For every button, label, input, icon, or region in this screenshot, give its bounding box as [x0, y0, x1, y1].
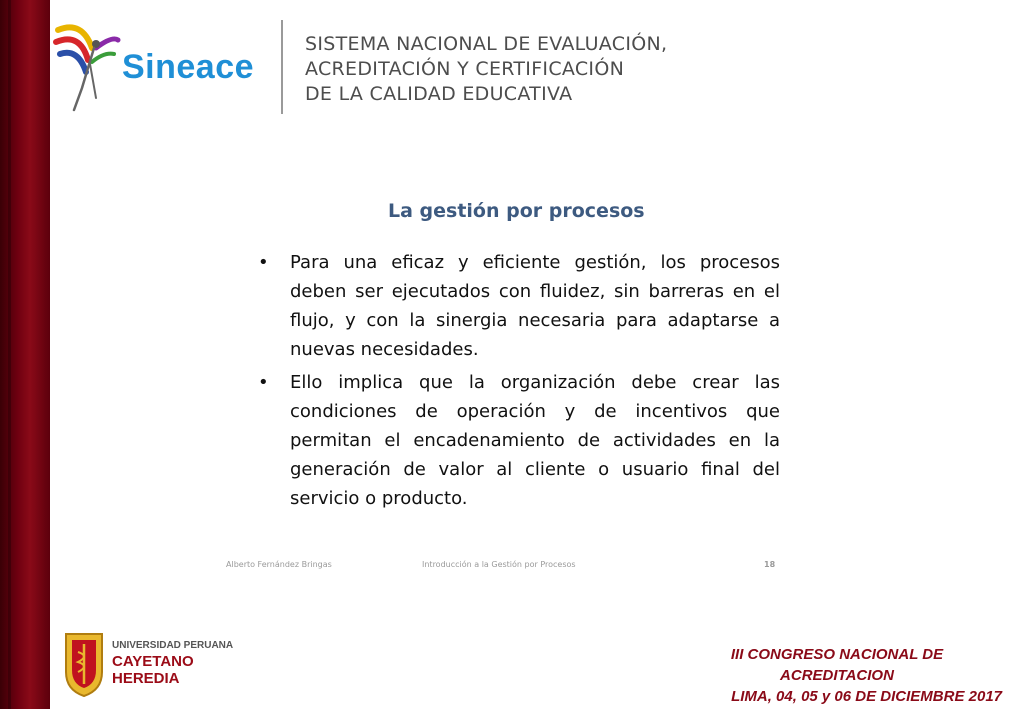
university-name-line2: CAYETANO HEREDIA	[112, 653, 194, 687]
congress-line1: III CONGRESO NACIONAL DE	[730, 646, 944, 663]
congress-info	[672, 644, 1002, 707]
header-divider	[281, 20, 283, 114]
organization-title-line: ACREDITACIÓN Y CERTIFICACIÓN	[305, 58, 625, 80]
slide-title: La gestión por procesos	[388, 200, 645, 222]
bullet-text: Para una eficaz y eficiente gestión, los procesos deben ser ejecutados con fluidez, sin barreras en el flujo, y con la sinergia necesaria para adaptarse a nuevas necesidades.	[290, 252, 780, 360]
footer-author: Alberto Fernández Bringas	[226, 560, 332, 569]
bullet-dot-icon: •	[258, 372, 269, 393]
bullet-dot-icon: •	[258, 252, 269, 273]
congress-line2: ACREDITACION	[780, 667, 894, 684]
organization-title-line: SISTEMA NACIONAL DE EVALUACIÓN,	[305, 33, 668, 55]
sineace-emblem-icon	[52, 18, 122, 114]
bullet-item	[258, 248, 780, 364]
bullet-list	[258, 248, 780, 517]
slide-footer	[226, 560, 786, 574]
organization-title	[305, 32, 725, 107]
left-decorative-band	[0, 0, 50, 709]
brand-name: Sineace	[122, 48, 255, 86]
organization-title-line: DE LA CALIDAD EDUCATIVA	[305, 83, 573, 105]
university-crest-icon	[62, 630, 106, 698]
footer-page-number: 18	[764, 560, 776, 569]
congress-line3: LIMA, 04, 05 y 06 DE DICIEMBRE 2017	[731, 688, 1002, 705]
bullet-item	[258, 368, 780, 513]
university-name-line1: UNIVERSIDAD PERUANA	[112, 640, 234, 651]
university-logo	[60, 630, 260, 700]
footer-course: Introducción a la Gestión por Procesos	[422, 560, 576, 569]
bullet-text: Ello implica que la organización debe crear las condiciones de operación y de incentivos que permitan el encadenamiento de actividades en la generación de valor al cliente o usuario final del servicio o producto.	[290, 372, 780, 509]
